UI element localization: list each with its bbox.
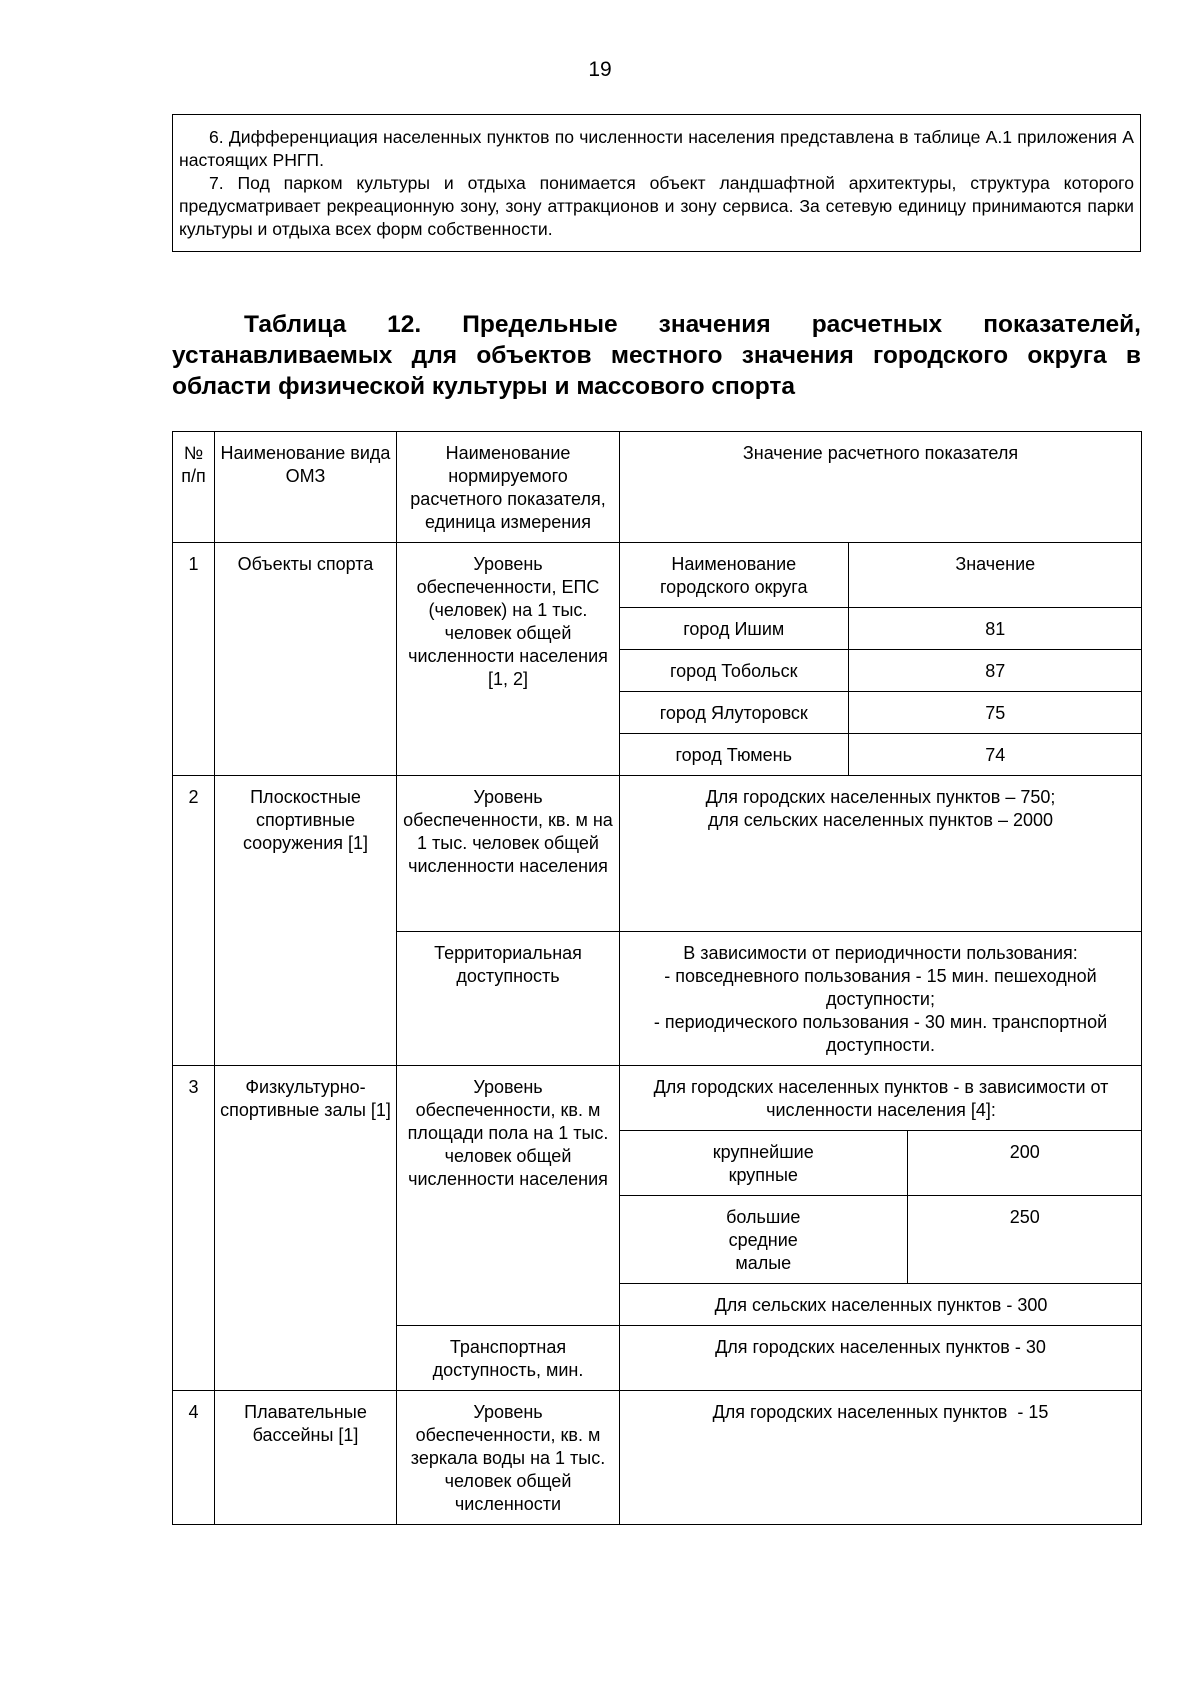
row-omz: Плавательные бассейны [1] [215, 1391, 397, 1525]
row-num: 3 [173, 1066, 215, 1391]
row-indicator: Территориальная доступность [397, 932, 620, 1066]
category-line: малые [735, 1253, 792, 1273]
population-value: 250 [907, 1196, 1142, 1284]
note-6: 6. Дифференциация населенных пунктов по численности населения представлена в таблице А.1 приложения А настоящих РНГП. [179, 127, 1134, 170]
value-line: Для городских населенных пунктов – 750; [705, 787, 1056, 807]
notes-box [172, 114, 1141, 252]
row-omz: Плоскостные спортивные сооружения [1] [215, 776, 397, 1066]
table-header-row [173, 432, 1142, 543]
page-number: 19 [588, 58, 612, 81]
row-indicator: Уровень обеспеченности, кв. м на 1 тыс. человек общей численности населения [397, 776, 620, 932]
table-row [173, 543, 1142, 776]
value-line: - повседневного пользования - 15 мин. пешеходной доступности; [664, 966, 1097, 1009]
population-category [620, 1196, 907, 1284]
table-row [173, 1391, 1142, 1525]
row-value: Для городских населенных пунктов - 30 [620, 1326, 1142, 1391]
value-line: - периодического пользования - 30 мин. транспортной доступности. [653, 1012, 1108, 1055]
city-name: город Тобольск [620, 650, 848, 692]
table-row [173, 776, 1142, 932]
row-num: 2 [173, 776, 215, 1066]
row-omz: Физкультурно-спортивные залы [1] [215, 1066, 397, 1391]
row-indicator: Уровень обеспеченности, кв. м площади пола на 1 тыс. человек общей численности населения [397, 1066, 620, 1326]
row-value [620, 776, 1142, 932]
row-omz: Объекты спорта [215, 543, 397, 776]
table-row [173, 1066, 1142, 1326]
city-row [620, 608, 1142, 650]
city-row [620, 650, 1142, 692]
population-value: 200 [907, 1131, 1142, 1196]
city-value: 87 [848, 650, 1142, 692]
category-line: крупные [728, 1165, 798, 1185]
row-value [620, 1066, 1142, 1326]
row-value [620, 932, 1142, 1066]
row-indicator: Уровень обеспеченности, ЕПС (человек) на 1 тыс. человек общей численности населения [1, 2] [397, 543, 620, 776]
row-value [620, 543, 1142, 776]
city-row [620, 692, 1142, 734]
city-name-header: Наименование городского округа [620, 543, 848, 608]
city-name: город Ишим [620, 608, 848, 650]
row-indicator: Транспортная доступность, мин. [397, 1326, 620, 1391]
header-indicator: Наименование нормируемого расчетного показателя, единица измерения [397, 432, 620, 543]
row-value: Для городских населенных пунктов - 15 [620, 1391, 1142, 1525]
value-line: для сельских населенных пунктов – 2000 [707, 810, 1054, 830]
population-category [620, 1131, 907, 1196]
rural-value: Для сельских населенных пунктов - 300 [714, 1295, 1048, 1315]
note-7: 7. Под парком культуры и отдыха понимается объект ландшафтной архитектуры, структура которого предусматривает рекреационную зону, зону аттракционов и зону сервиса. За сетевую единицу принимаются парки культуры и отдыха всех форм собственности. [179, 173, 1134, 239]
row-num: 1 [173, 543, 215, 776]
row-indicator: Уровень обеспеченности, кв. м зеркала воды на 1 тыс. человек общей численности [397, 1391, 620, 1525]
header-num: № п/п [173, 432, 215, 543]
header-omz: Наименование вида ОМЗ [215, 432, 397, 543]
cities-header-row [620, 543, 1142, 608]
city-name: город Тюмень [620, 734, 848, 776]
category-line: крупнейшие [712, 1142, 814, 1162]
city-value-header: Значение [848, 543, 1142, 608]
city-name: город Ялуторовск [620, 692, 848, 734]
header-value: Значение расчетного показателя [620, 432, 1142, 543]
value-line: В зависимости от периодичности пользования: [683, 943, 1078, 963]
category-line: большие [726, 1207, 801, 1227]
city-row [620, 734, 1142, 776]
city-value: 74 [985, 745, 1006, 765]
population-row [620, 1131, 1142, 1196]
population-header: Для городских населенных пунктов - в зависимости от численности населения [4]: [620, 1066, 1142, 1131]
row-num: 4 [173, 1391, 215, 1525]
city-value: 75 [848, 692, 1142, 734]
population-row [620, 1196, 1142, 1284]
population-table [620, 1066, 1142, 1325]
rural-row [620, 1284, 1142, 1326]
population-header-row [620, 1066, 1142, 1131]
cities-table [620, 543, 1142, 775]
table-title: Таблица 12. Предельные значения расчетных показателей, устанавливаемых для объектов местного значения городского округа в области физической культуры и массового спорта [172, 311, 1141, 400]
indicators-table [172, 431, 1142, 1525]
city-value: 81 [848, 608, 1142, 650]
category-line: средние [728, 1230, 798, 1250]
